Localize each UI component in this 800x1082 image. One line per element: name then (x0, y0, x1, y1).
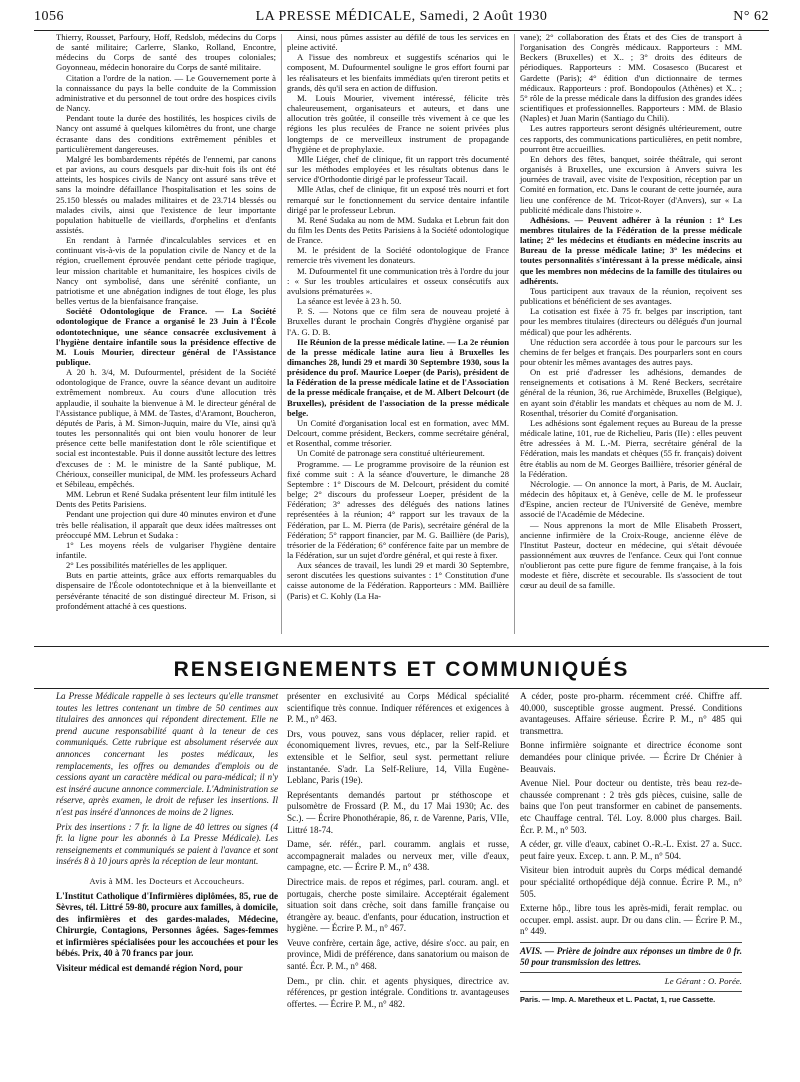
paragraph: On est prié d'adresser les adhésions, demandes de renseignements et cotisations à M. René Beckers, secrétaire général de la réunion, 36, rue Archimède, Bruxelles (Belgique), en ayant soin d'établir les mandats et chèques au nom de M. J. Rosenthal, trésorier du Comité d'organisation. (520, 367, 742, 418)
paragraph: En rendant à l'armée d'incalculables services et en continuant vis-à-vis de la population civile de Nancy et de la région, cruellement éprouvée pendant cette période tragique, leur mission charitable et humanitaire, les hospices civils de Nancy ont symbolisé, dans une sérénité confiante, un patriotisme et une abnégation indignes de tout éloge, les plus belles vertus de la bienfaisance française. (56, 235, 276, 307)
paragraph: La cotisation est fixée à 75 fr. belges par inscription, tant pour les membres titulaires (directeurs ou délégués d'un journal médical) que pour les adhérents. (520, 306, 742, 337)
column-divider (281, 34, 282, 634)
gerant-signature: Le Gérant : O. Porée. (664, 976, 742, 987)
paragraph: Malgré les bombardements répétés de l'ennemi, par canons et par avions, au cours desquels par dix-huit fois ils ont été atteints, les hospices civils de Nancy ont assuré sans trêve et sans la moindre défaillance l'hospitalisation et les soins de 25.150 blessés ou malades militaires et de 23.714 blessés ou malades civils, ainsi que l'existence de leur importante population habituelle de vieillards, d'orphelins et d'enfants assistés. (56, 153, 276, 235)
classified-ad: A céder, poste pro-pharm. récemment créé. Chiffre aff. 40.000, susceptible grosse augment. Pressé. Conditions avantageuses. Affaire sérieuse. Écrire P. M., n° 485 qui transmettra. (520, 691, 742, 736)
paragraph: En dehors des fêtes, banquet, soirée théâtrale, qui seront organisés à Bruxelles, une excursion à Anvers suivra les journées de travail, avec visite de l'exposition, réception par un Comité en formation, etc. Dans le courant de cette journée, aura lieu une conférence de M. Tricot-Royer (d'Anvers), sur « La publicité médicale dans l'histoire ». (520, 153, 742, 215)
paragraph: 2° Les possibilités matérielles de les appliquer. (66, 560, 228, 571)
paragraph: Nécrologie. — On annonce la mort, à Paris, de M. Auclair, médecin des hôpitaux et, à Genève, celle de M. le professeur d'Espine, ancien recteur de l'Université de Genève, membre associé de l'Académie de Médecine. (520, 478, 742, 520)
paragraph: Les adhésions sont également reçues au Bureau de la presse médicale latine, 101, rue de Richelieu, Paris (IIe) : elles peuvent être adressées à M. L.-M. Pierra, secrétaire général de la Fédération, mais les mandats et chèques (55 fr. français) doivent être établis au nom de M. Georges Baillière, trésorier général de la Fédération. (520, 417, 742, 479)
ads-column-1 (56, 691, 278, 991)
classified-ad: A céder, gr. ville d'eaux, cabinet O.-R.-L. Exist. 27 a. Succ. peut faire yeux. Excep. t. ann. P. M., n° 504. (520, 839, 742, 861)
paragraph: MM. Lebrun et René Sudaka présentent leur film intitulé les Dents des Petits Parisiens. (56, 489, 276, 510)
paragraph: A l'issue des nombreux et suggestifs scénarios qui le composent, M. Dufourmentel souligne le gros effort fourni par les réalisateurs et les bienfaits immédiats qu'en tireront petits et grands, dès qu'il sera en action de diffusion. (287, 52, 509, 93)
paragraph: Mlle Liéger, chef de clinique, fit un rapport très documenté sur les méthodes employées et les résultats obtenus dans le service d'Orthodontie dirigé par le professeur Tacail. (287, 153, 509, 185)
paragraph: Programme. — Le programme provisoire de la réunion est fixé comme suit : A la séance d'ouverture, le dimanche 28 Septembre : 1° Discours de M. Delcourt, président du comité belge; 2° discours du professeur Loeper, président de la Fédération; 3° adresses des délégués des nations latines représentées à la réunion; 4° rapport sur les travaux de la Fédération, par L. M. Pierra (de Paris), secrétaire général de la Fédération; 5° rapport financier, par M. G. Baillière (de Paris), trésorier de la Fédération; 6° conférence faite par un membre de la Fédération, sur un sujet d'ordre général, et qui reste à fixer. (287, 458, 509, 560)
paragraph: Une réduction sera accordée à tous pour le parcours sur les chemins de fer belges et français. Des pourparlers sont en cours pour obtenir les mêmes avantages des autres pays. (520, 336, 742, 367)
paragraph: M. le président de la Société odontologique de France remercie très vivement les donateurs. (287, 245, 509, 266)
page-header (34, 6, 769, 32)
notice-heading: Avis à MM. les Docteurs et Accoucheurs. (89, 876, 245, 886)
paragraph: La séance est levée à 23 h. 50. (297, 296, 402, 307)
section-heading-paragraph: IIe Réunion de la presse médicale latine. — La 2e réunion de la presse médicale latine aura lieu à Bruxelles les dimanches 28, lundi 29 et mardi 30 Septembre 1930, sous la présidence du prof. Maurice Loeper (de Paris), président de la Fédération de la presse médicale latine et de l'Association de la presse médicale française, et de M. Albert Delcourt (de Bruxelles), président de l'association de la presse médicale belge. (287, 336, 509, 418)
paragraph: M. René Sudaka au nom de MM. Sudaka et Lebrun fait don du film les Dents des Petits Parisiens à la Société odontologique de France. (287, 214, 509, 246)
paragraph: Adhésions. — Peuvent adhérer à la réunion : 1° Les membres titulaires de la Fédération de la presse médicale latine; 2° les médecins et étudiants en médecine inscrits au Bureau de la presse médicale latine; 3° les médecins et toutes personnalités s'intéressant à la presse médicale, ainsi que les membres non médecins de la famille des titulaires ou adhérents. (520, 214, 742, 286)
paragraph: Pendant une projection qui dure 40 minutes environ et d'une très belle réalisation, il apparaît que deux idées maîtresses ont préoccupé MM. Lebrun et Sudaka : (56, 509, 276, 540)
paragraph: Les autres rapporteurs seront désignés ultérieurement, outre ces rapports, des communications particulières, en petit nombre, pourront être accueillies. (520, 123, 742, 154)
paragraph: M. Dufourmentel fit une communication très à l'ordre du jour : « Sur les troubles articulaires et osseux consécutifs aux avulsions prématurées ». (287, 265, 509, 296)
page-number: 1056 (34, 9, 64, 24)
column-2 (287, 32, 509, 634)
column-divider (514, 34, 515, 634)
classified-ad: Bonne infirmière soignante et directrice économe sont demandées pour clinique privée. — Écrire Dr Chénier à Beauvais. (520, 740, 742, 774)
paragraph: Mlle Atlas, chef de clinique, fit un exposé très nourri et fort remarqué sur le fonctionnement du service dentaire infantile dirigé par le professeur Lebrun. (287, 184, 509, 215)
paragraph: P. S. — Notons que ce film sera de nouveau projeté à Bruxelles durant le prochain Congrès d'hygiène organisé par l'A. G. D. B. (287, 306, 509, 337)
section-rule-top (34, 646, 769, 647)
paragraph: Citation a l'ordre de la nation. — Le Gouvernement porte à la connaissance du pays la belle conduite de la Commission administrative et du personnel de tout ordre des hospices civils de Nancy. (56, 72, 276, 114)
classified-ad: Avenue Niel. Pour docteur ou dentiste, très beau rez-de-chaussée comprenant : 2 très gds pièces, cuisine, salle de bains que l'on peut transformer en cabinet de pansements. etc Chauffage central. Tél. Loy. 8.000 plus charges. Bail. Écr. P. M., n° 503. (520, 778, 742, 835)
paragraph: M. Louis Mourier, vivement intéressé, félicite très chaleureusement, organisateurs et auteurs, et dans une allocution très goûtée, il conseille très vivement à ce que les régions les plus reculées de France ne soient privées plus longtemps de ce merveilleux instrument de propagande d'hygiène et de prophylaxie. (287, 92, 509, 154)
divider (520, 991, 742, 992)
journal-title: LA PRESSE MÉDICALE, Samedi, 2 Août 1930 (255, 9, 548, 24)
paragraph: Société Odontologique de France. — La Société odontologique de France a organisé le 23 Juin à l'École odontotechnique, une séance consacrée exclusivement à l'hygiène dentaire infantile sous la présidence effective de M. Louis Mourier, directeur général de l'Assistance publique. (56, 306, 276, 367)
column-1 (56, 32, 276, 634)
paragraph: Un Comité de patronage sera constitué ultérieurement. (297, 448, 485, 459)
paragraph: — Nous apprenons la mort de Mlle Elisabeth Prossert, ancienne infirmière de la Croix-Rouge, ancienne élève de l'Institut Pasteur, docteur en médecine, qui s'était dévouée passionnément aux œuvres de l'enfance. Ceux qui l'ont connue n'oublieront pas cette pure figure de femme française, à la fois modeste et fière, discrète et secourable. Ils s'associent de tout cœur au deuil de sa famille. (520, 519, 742, 591)
ads-column-2 (287, 691, 509, 1009)
paragraph: Aux séances de travail, les lundi 29 et mardi 30 Septembre, seront discutées les questions suivantes : 1° Constitution d'une caisse autonome de la Fédération. Rapporteurs : MM. Baillière (Paris) et C. Kohly (La Ha- (287, 560, 509, 601)
paragraph: Pendant toute la durée des hostilités, les hospices civils de Nancy ont assumé à quelques kilomètres du front, une charge écrasante dans des conditions extrêmement pénibles et particulièrement dangereuses. (56, 113, 276, 154)
classified-ad: Directrice mais. de repos et régimes, parl. couram. angl. et portugais, cherche poste similaire. Acceptérait également situation soit dans crèche, soit dans famille française ou étrangère ay. beauc. d'enfants, pour éducation, instruction et hygiène. — Écrire P. M., n° 467. (287, 876, 509, 934)
paragraph: Ainsi, nous pûmes assister au défilé de tous les services en pleine activité. (287, 32, 509, 53)
paragraph: Buts en partie atteints, grâce aux efforts remarquables du dispensaire de l'École odontotechnique et à la bienveillante et persévérante ténacité de son distingué directeur M. Frison, si profondément attaché à ces questions. (56, 570, 276, 611)
ads-column-3 (520, 691, 742, 1004)
header-rule (34, 30, 769, 31)
divider (520, 972, 742, 973)
notice-text: La Presse Médicale rappelle à ses lecteurs qu'elle transmet toutes les lettres contenant un timbre de 50 centimes aux titulaires des annonces qui répondent directement. Elle ne prend aucune responsabilité quant à la teneur de ces communiqués. Cette rubrique est absolument réservée aux annonces concernant les postes médicaux, les remplacements, les offres ou demandes d'emplois ou de cessions ayant un caractère médical ou para-médical; il n'y est inséré aucune annonce commerciale. L'Administration se réserve, après examen, le droit de refuser les insertions. Il n'est pas inséré d'annonces de moins de 2 lignes. (56, 691, 278, 817)
avis-notice: AVIS. — Prière de joindre aux réponses un timbre de 0 fr. 50 pour transmission des lettres. (520, 945, 742, 968)
paragraph: Tous participent aux travaux de la réunion, reçoivent ses publications et bénéficient de ses avantages. (520, 285, 742, 307)
classified-ad: Représentants demandés partout pr stéthoscope et pulsomètre de Frossard (P. M., du 17 Mai 1930; Ac. des Sc.). — Écrire Phonothérapie, 86, r. de Varenne, Paris, VIIe, Littré 18-74. (287, 789, 509, 835)
column-3 (520, 32, 742, 634)
classified-ad: L'Institut Catholique d'Infirmières diplômées, 85, rue de Sèvres, tél. Littré 59-80, procure aux familles, à domicile, des infirmières et des gardes-malades, Médecine, Chirurgie, Contagions, Personnes âgées. Sages-femmes et infirmières spécialisées pour les accouchées et pour les bébés. Prix, 40 à 70 francs par jour. (56, 890, 278, 959)
classified-ad: Dame, sér. référ., parl. couramm. anglais et russe, accompagnerait malades ou nerveux mer, ville d'eaux, campagne, etc. — Écrire P. M., n° 438. (287, 839, 509, 873)
classified-ad: Dem., pr clin. chir. et agents physiques, directrice av. références, pr gestion intégrale. Conditions tr. avantageuses offertes. — Écrire P. M., n° 482. (287, 975, 509, 1009)
section-banner: RENSEIGNEMENTS ET COMMUNIQUÉS (173, 658, 630, 681)
divider (520, 942, 742, 943)
classified-ad: Visiteur bien introduit auprès du Corps médical demandé pour spécialité orthopédique déjà connue. Écrire P. M., n° 505. (520, 865, 742, 899)
paragraph: A 20 h. 3/4, M. Dufourmentel, président de la Société odontologique de France, ouvre la séance devant un auditoire extrêmement nombreux. Au cours d'une allocution très applaudie, il souhaite la bienvenue à M. le directeur général de l'Assistance publique, à MM. de Tastes, d'Aramont, Boucheron, députés de Paris, à M. Simon-Juquin, maire du VIe, ainsi qu'à toutes les personnalités qui ont bien voulu honorer de leur présence cette belle manifestation dont le rôle scientifique et social est incontestable. Puis il donne aussitôt lecture des lettres d'excuses de : M. le ministre de la Santé publique, M. Chérioux, conseiller municipal, de MM. les professeurs Achard et Sébileau, empêchés. (56, 367, 276, 489)
printer-line: Paris. — Imp. A. Maretheux et L. Pactat, 1, rue Cassette. (520, 994, 716, 1004)
classified-ad: Externe hôp., libre tous les après-midi, ferait remplac. ou occuper. empl. assist. aupr. Dr ou dans clin. — Écrire P. M., n° 449. (520, 903, 742, 937)
issue-number: N° 62 (733, 9, 769, 24)
paragraph: Thierry, Rousset, Parfoury, Hoff, Redslob, médecins du Corps de santé militaire; Carlerre, Slanko, Rolland, Encontre, médecins du Corps de santé des troupes coloniales; Goyonneau, médecin honoraire du Corps de santé militaire. (56, 32, 276, 73)
paragraph: Un Comité d'organisation local est en formation, avec MM. Delcourt, comme président, Beckers, comme secrétaire général, et Rosenthal, comme trésorier. (287, 417, 509, 449)
classified-ad: Veuve confrère, certain âge, active, désire s'occ. au pair, en province, Midi de préférence, dans sanatorium ou maison de santé. Écr. P. M., n° 468. (287, 937, 509, 972)
paragraph: vane); 2° collaboration des États et des Cies de transport à l'organisation des Congrès médicaux. Rapporteurs : MM. Beckers (Bruxelles) et X.. ; 3° droits des éditeurs de périodiques. Rapporteurs : MM. Cosasesco (Bucarest et Gardette (Paris); 4° édition d'un dictionnaire de termes médicaux. Rapporteurs : prof. Bondopoulos (Athènes) et X.. ; 5° rôle de la presse médicale dans la diffusion des grandes idées scientifiques et professionnelles. Rapporteurs : MM. de Blasio (Naples) et Juan Marin (Santiago du Chili). (520, 32, 742, 124)
classified-ad: Drs, vous pouvez, sans vous déplacer, relier rapid. et économiquement livres, revues, etc., par la Self-Reliure extensible et le Selfior, seul syst. permettant reliure instantanée. S'adr. La Self-Reliure, 14, Villa Eugène-Leblanc, Paris (19e). (287, 728, 509, 786)
classified-ad: présenter en exclusivité au Corps Médical spécialité scientifique très connue. Indiquer références et exigences à P. M., n° 463. (287, 691, 509, 725)
classified-ad: Visiteur médical est demandé région Nord, pour (56, 963, 243, 974)
paragraph: 1° Les moyens réels de vulgariser l'hygiène dentaire infantile. (56, 539, 276, 560)
section-rule-bottom (34, 688, 769, 689)
pricing-text: Prix des insertions : 7 fr. la ligne de 40 lettres ou signes (4 fr. la ligne pour les abonnés à La Presse Médicale). Les renseignements et communiqués se paient à l'avance et sont insérés 8 à 10 jours après la réception de leur montant. (56, 821, 278, 867)
